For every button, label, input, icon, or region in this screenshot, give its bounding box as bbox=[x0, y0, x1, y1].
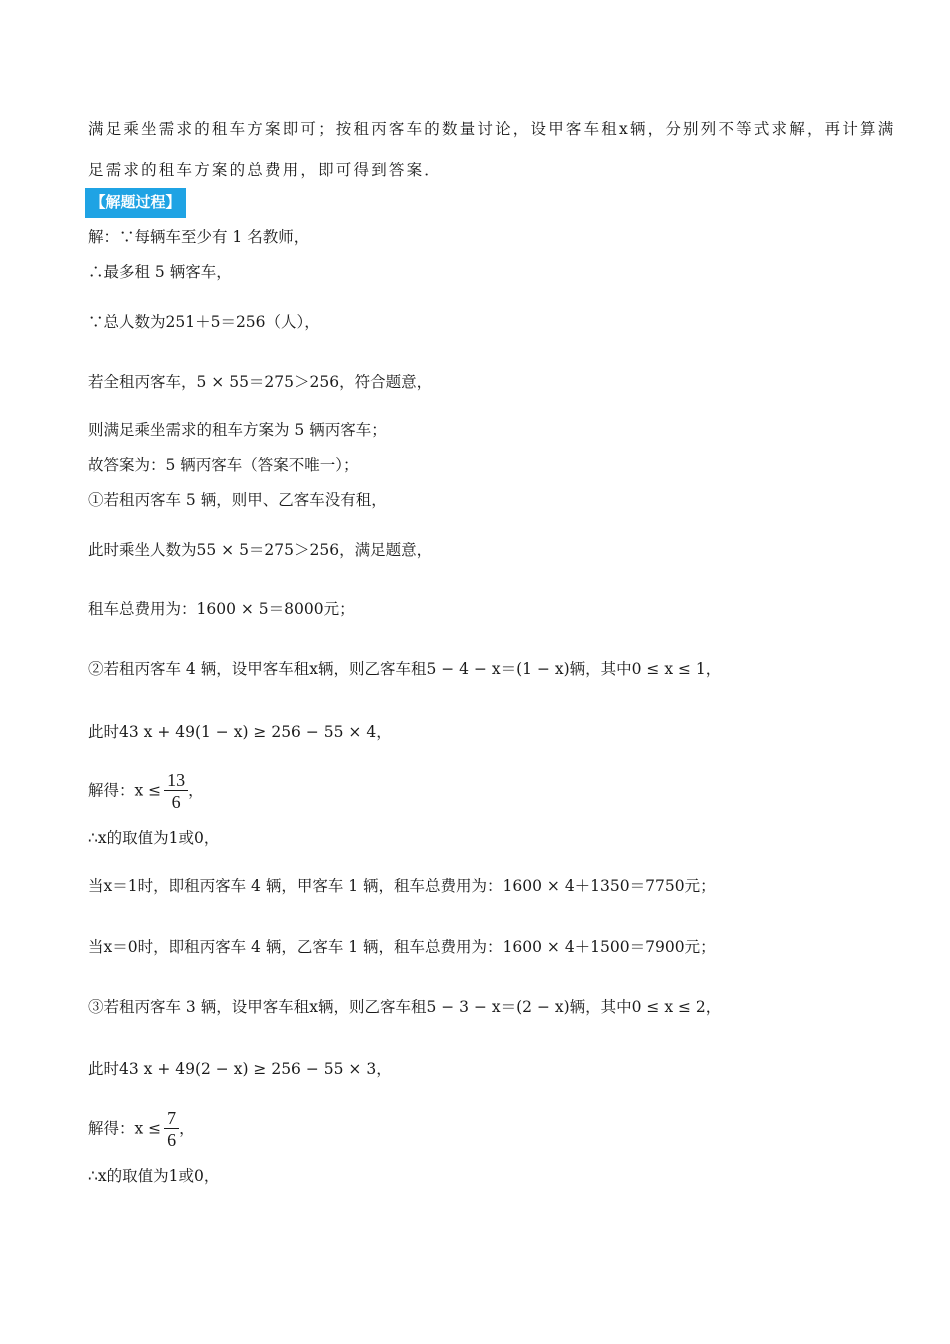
fraction-suffix: ， bbox=[179, 1119, 195, 1138]
solution-line: ∵总人数为251＋5＝256（人）， bbox=[88, 313, 320, 331]
solution-line-with-fraction bbox=[88, 770, 204, 813]
solution-line: 租车总费用为：1600 × 5＝8000元； bbox=[88, 600, 355, 618]
solve-label: 解得：x ≤ bbox=[88, 1119, 162, 1138]
solution-line: 故答案为：5 辆丙客车（答案不唯一）； bbox=[88, 456, 359, 474]
solve-label: 解得：x ≤ bbox=[88, 781, 162, 800]
solution-line: 此时43 x + 49(1 − x) ≥ 256 − 55 × 4， bbox=[88, 723, 392, 741]
fraction-numerator: 7 bbox=[164, 1108, 179, 1129]
intro-line-2: 足需求的租车方案的总费用，即可得到答案． bbox=[88, 161, 443, 179]
fraction bbox=[164, 770, 188, 813]
solution-line-with-fraction bbox=[88, 1108, 195, 1151]
solution-line: 此时乘坐人数为55 × 5＝275＞256，满足题意， bbox=[88, 541, 433, 559]
solution-line: ∴x的取值为1或0， bbox=[88, 829, 220, 847]
solution-line: 则满足乘坐需求的租车方案为 5 辆丙客车； bbox=[88, 421, 387, 439]
fraction-numerator: 13 bbox=[164, 770, 188, 791]
intro-line-1: 满足乘坐需求的租车方案即可；按租丙客车的数量讨论，设甲客车租x辆，分别列不等式求解，再计算满 bbox=[88, 120, 896, 138]
solution-line: ①若租丙客车 5 辆，则甲、乙客车没有租， bbox=[88, 491, 387, 509]
solution-line: ∴x的取值为1或0， bbox=[88, 1167, 220, 1185]
section-badge: 【解题过程】 bbox=[85, 188, 186, 218]
solution-line: 此时43 x + 49(2 − x) ≥ 256 − 55 × 3， bbox=[88, 1060, 392, 1078]
solution-line: ②若租丙客车 4 辆，设甲客车租x辆，则乙客车租5 − 4 − x＝(1 − x)辆，其中0 ≤ x ≤ 1， bbox=[88, 660, 722, 678]
solution-line: ③若租丙客车 3 辆，设甲客车租x辆，则乙客车租5 − 3 − x＝(2 − x)辆，其中0 ≤ x ≤ 2， bbox=[88, 998, 722, 1016]
solution-line: 当x＝1时，即租丙客车 4 辆，甲客车 1 辆，租车总费用为：1600 × 4＋1350＝7750元； bbox=[88, 877, 716, 895]
solution-line: 当x＝0时，即租丙客车 4 辆，乙客车 1 辆，租车总费用为：1600 × 4＋1500＝7900元； bbox=[88, 938, 716, 956]
fraction-denominator: 6 bbox=[167, 1130, 177, 1150]
fraction bbox=[164, 1108, 179, 1151]
solution-line: ∴最多租 5 辆客车， bbox=[88, 263, 232, 281]
fraction-denominator: 6 bbox=[171, 792, 181, 812]
fraction-suffix: ， bbox=[188, 781, 204, 800]
solution-line: 若全租丙客车，5 × 55＝275＞256，符合题意， bbox=[88, 373, 433, 391]
solution-line: 解：∵每辆车至少有 1 名教师， bbox=[88, 228, 310, 246]
